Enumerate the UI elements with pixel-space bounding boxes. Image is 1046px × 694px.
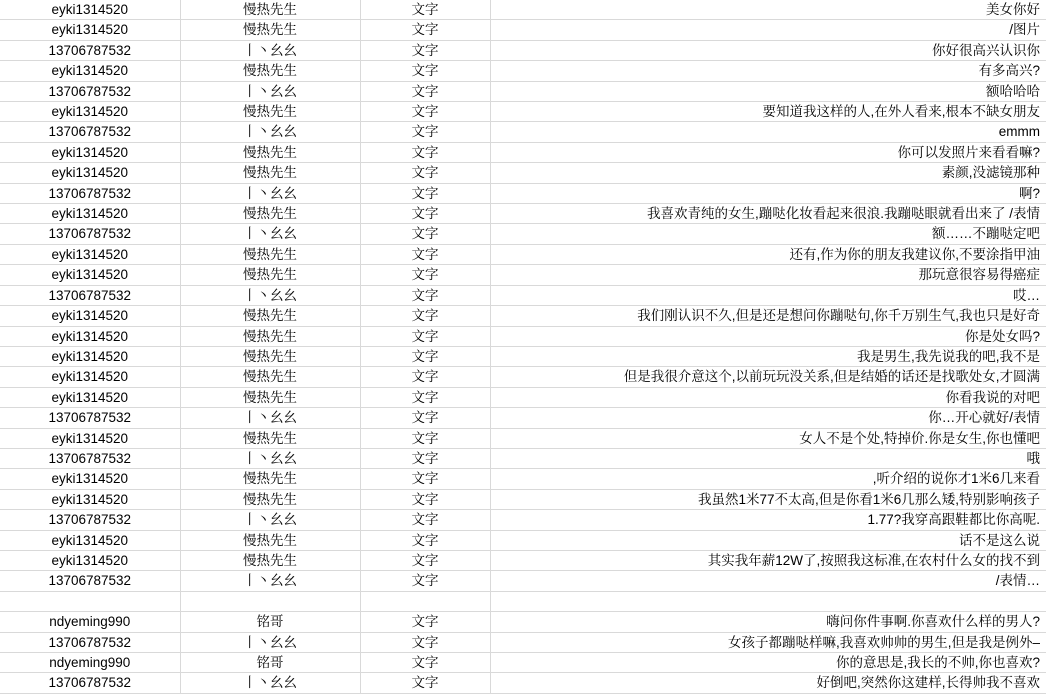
- table-row[interactable]: [0, 489, 1046, 509]
- cell-message[interactable]: /表情…: [490, 571, 1046, 591]
- cell-account[interactable]: eyki1314520: [0, 346, 180, 366]
- cell-message[interactable]: 我们刚认识不久,但是还是想问你蹦哒句,你千万别生气,我也只是好奇: [490, 306, 1046, 326]
- cell-account[interactable]: eyki1314520: [0, 367, 180, 387]
- cell-account[interactable]: 13706787532: [0, 183, 180, 203]
- table-row[interactable]: [0, 265, 1046, 285]
- cell-account[interactable]: eyki1314520: [0, 306, 180, 326]
- cell-account[interactable]: 13706787532: [0, 40, 180, 60]
- cell-nickname[interactable]: 丨丶幺幺: [180, 285, 360, 305]
- cell-account[interactable]: 13706787532: [0, 81, 180, 101]
- cell-message[interactable]: 但是我很介意这个,以前玩玩没关系,但是结婚的话还是找歌处女,才圆满: [490, 367, 1046, 387]
- cell-nickname[interactable]: 慢热先生: [180, 489, 360, 509]
- cell-message-type[interactable]: 文字: [360, 40, 490, 60]
- cell-account[interactable]: eyki1314520: [0, 20, 180, 40]
- cell-nickname[interactable]: 慢热先生: [180, 20, 360, 40]
- cell-message-type[interactable]: 文字: [360, 102, 490, 122]
- cell-account[interactable]: 13706787532: [0, 571, 180, 591]
- cell-nickname[interactable]: 慢热先生: [180, 265, 360, 285]
- cell-message[interactable]: 女人不是个处,特掉价.你是女生,你也懂吧: [490, 428, 1046, 448]
- table-row[interactable]: [0, 591, 1046, 611]
- cell-account[interactable]: 13706787532: [0, 224, 180, 244]
- cell-account[interactable]: eyki1314520: [0, 387, 180, 407]
- cell-message-type[interactable]: 文字: [360, 61, 490, 81]
- cell-message-type[interactable]: 文字: [360, 244, 490, 264]
- cell-message[interactable]: 有多高兴?: [490, 61, 1046, 81]
- cell-message-type[interactable]: 文字: [360, 673, 490, 693]
- cell-message[interactable]: 我喜欢青纯的女生,蹦哒化妆看起来很浪.我蹦哒眼就看出来了 /表情: [490, 204, 1046, 224]
- table-row[interactable]: [0, 244, 1046, 264]
- cell-message[interactable]: 你好很高兴认识你: [490, 40, 1046, 60]
- cell-message[interactable]: ,听介绍的说你才1米6几来看: [490, 469, 1046, 489]
- cell-nickname[interactable]: 慢热先生: [180, 61, 360, 81]
- table-row[interactable]: [0, 142, 1046, 162]
- cell-account[interactable]: eyki1314520: [0, 326, 180, 346]
- cell-message-type[interactable]: 文字: [360, 163, 490, 183]
- cell-message-type[interactable]: 文字: [360, 122, 490, 142]
- cell-message-type[interactable]: 文字: [360, 612, 490, 632]
- cell-account[interactable]: [0, 591, 180, 611]
- cell-message-type[interactable]: 文字: [360, 285, 490, 305]
- table-row[interactable]: [0, 652, 1046, 672]
- table-row[interactable]: [0, 102, 1046, 122]
- cell-message-type[interactable]: 文字: [360, 326, 490, 346]
- table-row[interactable]: [0, 367, 1046, 387]
- cell-message[interactable]: 啊?: [490, 183, 1046, 203]
- cell-message-type[interactable]: 文字: [360, 489, 490, 509]
- table-row[interactable]: [0, 448, 1046, 468]
- cell-message-type[interactable]: 文字: [360, 408, 490, 428]
- cell-message-type[interactable]: 文字: [360, 387, 490, 407]
- cell-message-type[interactable]: 文字: [360, 183, 490, 203]
- table-row[interactable]: [0, 387, 1046, 407]
- cell-nickname[interactable]: 丨丶幺幺: [180, 632, 360, 652]
- cell-account[interactable]: eyki1314520: [0, 204, 180, 224]
- cell-nickname[interactable]: 丨丶幺幺: [180, 224, 360, 244]
- cell-message[interactable]: [490, 591, 1046, 611]
- table-row[interactable]: [0, 183, 1046, 203]
- table-row[interactable]: [0, 632, 1046, 652]
- cell-nickname[interactable]: 丨丶幺幺: [180, 510, 360, 530]
- cell-nickname[interactable]: 丨丶幺幺: [180, 571, 360, 591]
- cell-nickname[interactable]: 慢热先生: [180, 469, 360, 489]
- cell-message-type[interactable]: 文字: [360, 550, 490, 570]
- cell-nickname[interactable]: 慢热先生: [180, 102, 360, 122]
- cell-account[interactable]: eyki1314520: [0, 0, 180, 20]
- cell-message-type[interactable]: 文字: [360, 632, 490, 652]
- cell-nickname[interactable]: 铭哥: [180, 612, 360, 632]
- cell-account[interactable]: 13706787532: [0, 632, 180, 652]
- cell-nickname[interactable]: 丨丶幺幺: [180, 40, 360, 60]
- table-row[interactable]: [0, 673, 1046, 693]
- cell-account[interactable]: eyki1314520: [0, 102, 180, 122]
- cell-message[interactable]: 你的意思是,我长的不帅,你也喜欢?: [490, 652, 1046, 672]
- cell-message[interactable]: 那玩意很容易得癌症: [490, 265, 1046, 285]
- cell-message-type[interactable]: 文字: [360, 571, 490, 591]
- table-row[interactable]: [0, 20, 1046, 40]
- cell-nickname[interactable]: 丨丶幺幺: [180, 673, 360, 693]
- table-row[interactable]: [0, 510, 1046, 530]
- cell-message-type[interactable]: 文字: [360, 224, 490, 244]
- cell-nickname[interactable]: 慢热先生: [180, 367, 360, 387]
- cell-nickname[interactable]: 慢热先生: [180, 142, 360, 162]
- table-row[interactable]: [0, 408, 1046, 428]
- cell-nickname[interactable]: 慢热先生: [180, 244, 360, 264]
- cell-message-type[interactable]: 文字: [360, 367, 490, 387]
- cell-nickname[interactable]: 丨丶幺幺: [180, 408, 360, 428]
- cell-message[interactable]: /图片: [490, 20, 1046, 40]
- cell-account[interactable]: eyki1314520: [0, 428, 180, 448]
- cell-account[interactable]: ndyeming990: [0, 612, 180, 632]
- table-row[interactable]: [0, 326, 1046, 346]
- cell-account[interactable]: 13706787532: [0, 285, 180, 305]
- table-row[interactable]: [0, 530, 1046, 550]
- cell-nickname[interactable]: 丨丶幺幺: [180, 183, 360, 203]
- cell-account[interactable]: 13706787532: [0, 673, 180, 693]
- table-row[interactable]: [0, 285, 1046, 305]
- cell-message[interactable]: 好倒吧,突然你这建样,长得帅我不喜欢: [490, 673, 1046, 693]
- cell-message[interactable]: 话不是这么说: [490, 530, 1046, 550]
- cell-account[interactable]: eyki1314520: [0, 550, 180, 570]
- cell-message[interactable]: 美女你好: [490, 0, 1046, 20]
- cell-message[interactable]: 嗨问你件事啊.你喜欢什么样的男人?: [490, 612, 1046, 632]
- table-row[interactable]: [0, 81, 1046, 101]
- cell-message[interactable]: 素颜,没滤镜那种: [490, 163, 1046, 183]
- table-row[interactable]: [0, 0, 1046, 20]
- cell-message-type[interactable]: [360, 591, 490, 611]
- cell-message[interactable]: 其实我年薪12W了,按照我这标准,在农村什么女的找不到: [490, 550, 1046, 570]
- cell-nickname[interactable]: 丨丶幺幺: [180, 122, 360, 142]
- cell-message[interactable]: 额……不蹦哒定吧: [490, 224, 1046, 244]
- cell-nickname[interactable]: 慢热先生: [180, 550, 360, 570]
- cell-message-type[interactable]: 文字: [360, 448, 490, 468]
- cell-message[interactable]: 哦: [490, 448, 1046, 468]
- cell-nickname[interactable]: 慢热先生: [180, 306, 360, 326]
- cell-nickname[interactable]: 铭哥: [180, 652, 360, 672]
- table-row[interactable]: [0, 204, 1046, 224]
- cell-message-type[interactable]: 文字: [360, 204, 490, 224]
- cell-nickname[interactable]: 慢热先生: [180, 0, 360, 20]
- cell-message[interactable]: 要知道我这样的人,在外人看来,根本不缺女朋友: [490, 102, 1046, 122]
- cell-message[interactable]: 我是男生,我先说我的吧,我不是: [490, 346, 1046, 366]
- cell-account[interactable]: eyki1314520: [0, 163, 180, 183]
- cell-message-type[interactable]: 文字: [360, 469, 490, 489]
- cell-account[interactable]: 13706787532: [0, 510, 180, 530]
- table-row[interactable]: [0, 224, 1046, 244]
- cell-message-type[interactable]: 文字: [360, 428, 490, 448]
- table-row[interactable]: [0, 571, 1046, 591]
- cell-account[interactable]: eyki1314520: [0, 469, 180, 489]
- cell-message[interactable]: 1.77?我穿高跟鞋都比你高呢.: [490, 510, 1046, 530]
- cell-message-type[interactable]: 文字: [360, 306, 490, 326]
- table-row[interactable]: [0, 428, 1046, 448]
- cell-nickname[interactable]: 丨丶幺幺: [180, 448, 360, 468]
- cell-message-type[interactable]: 文字: [360, 0, 490, 20]
- cell-account[interactable]: ndyeming990: [0, 652, 180, 672]
- cell-nickname[interactable]: 慢热先生: [180, 326, 360, 346]
- cell-message[interactable]: 你可以发照片来看看嘛?: [490, 142, 1046, 162]
- cell-nickname[interactable]: 慢热先生: [180, 530, 360, 550]
- cell-nickname[interactable]: 丨丶幺幺: [180, 81, 360, 101]
- cell-message[interactable]: 你…开心就好/表情: [490, 408, 1046, 428]
- table-row[interactable]: [0, 306, 1046, 326]
- cell-message[interactable]: 额哈哈哈: [490, 81, 1046, 101]
- cell-message-type[interactable]: 文字: [360, 142, 490, 162]
- cell-nickname[interactable]: 慢热先生: [180, 204, 360, 224]
- cell-message[interactable]: 女孩子都蹦哒样嘛,我喜欢帅帅的男生,但是我是例外–: [490, 632, 1046, 652]
- cell-account[interactable]: eyki1314520: [0, 61, 180, 81]
- cell-nickname[interactable]: 慢热先生: [180, 346, 360, 366]
- cell-message-type[interactable]: 文字: [360, 530, 490, 550]
- table-row[interactable]: [0, 550, 1046, 570]
- table-row[interactable]: [0, 163, 1046, 183]
- cell-message-type[interactable]: 文字: [360, 265, 490, 285]
- cell-account[interactable]: eyki1314520: [0, 530, 180, 550]
- cell-message[interactable]: emmm: [490, 122, 1046, 142]
- cell-nickname[interactable]: 慢热先生: [180, 163, 360, 183]
- cell-account[interactable]: 13706787532: [0, 448, 180, 468]
- cell-nickname[interactable]: 慢热先生: [180, 387, 360, 407]
- cell-message[interactable]: 还有,作为你的朋友我建议你,不要涂指甲油: [490, 244, 1046, 264]
- table-row[interactable]: [0, 122, 1046, 142]
- cell-message[interactable]: 你看我说的对吧: [490, 387, 1046, 407]
- cell-nickname[interactable]: [180, 591, 360, 611]
- cell-message[interactable]: 哎…: [490, 285, 1046, 305]
- table-row[interactable]: [0, 612, 1046, 632]
- cell-nickname[interactable]: 慢热先生: [180, 428, 360, 448]
- cell-message[interactable]: 你是处女吗?: [490, 326, 1046, 346]
- cell-account[interactable]: eyki1314520: [0, 265, 180, 285]
- cell-account[interactable]: 13706787532: [0, 408, 180, 428]
- cell-account[interactable]: 13706787532: [0, 122, 180, 142]
- cell-account[interactable]: eyki1314520: [0, 142, 180, 162]
- table-row[interactable]: [0, 61, 1046, 81]
- cell-message-type[interactable]: 文字: [360, 346, 490, 366]
- cell-message-type[interactable]: 文字: [360, 510, 490, 530]
- cell-account[interactable]: eyki1314520: [0, 489, 180, 509]
- cell-message-type[interactable]: 文字: [360, 20, 490, 40]
- table-row[interactable]: [0, 469, 1046, 489]
- table-row[interactable]: [0, 40, 1046, 60]
- table-row[interactable]: [0, 346, 1046, 366]
- cell-message-type[interactable]: 文字: [360, 652, 490, 672]
- cell-message-type[interactable]: 文字: [360, 81, 490, 101]
- cell-message[interactable]: 我虽然1米77不太高,但是你看1米6几那么矮,特别影响孩子: [490, 489, 1046, 509]
- cell-account[interactable]: eyki1314520: [0, 244, 180, 264]
